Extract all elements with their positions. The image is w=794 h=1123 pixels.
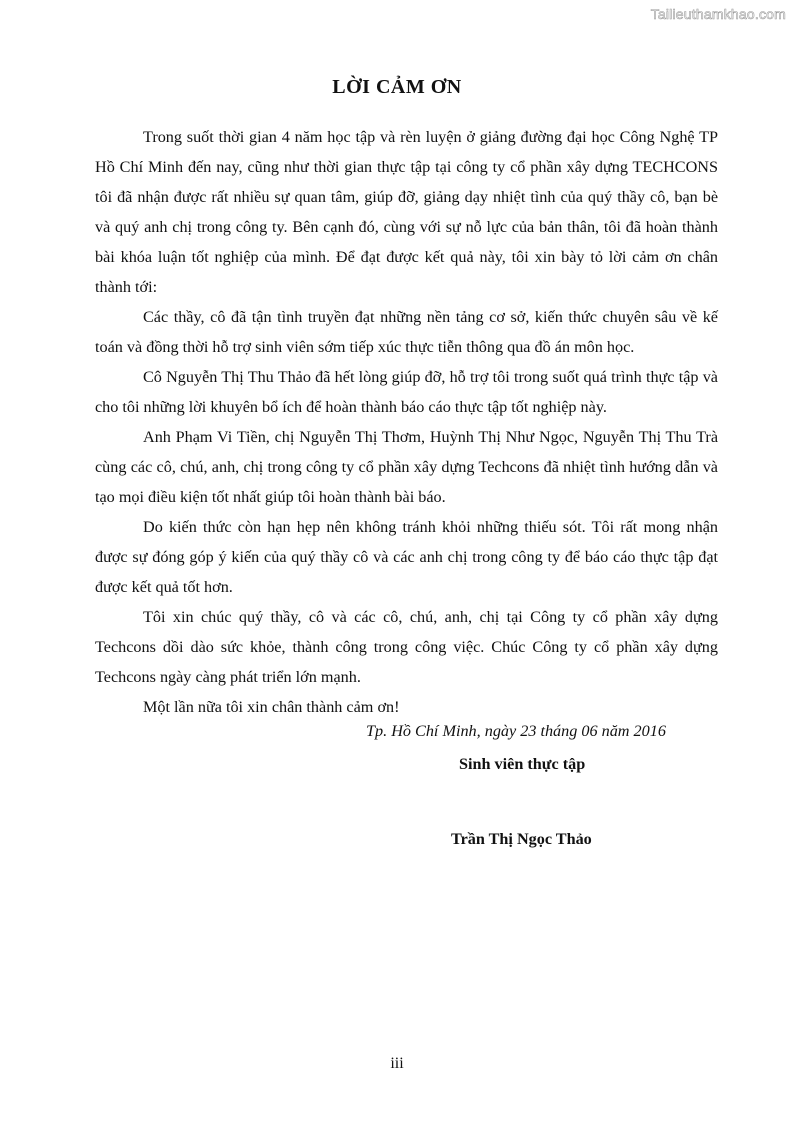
paragraph-teachers: Các thầy, cô đã tận tình truyền đạt những nền tảng cơ sở, kiến thức chuyên sâu về kế toán và đồng thời hỗ trợ sinh viên sớm tiếp xúc thực tiễn thông qua đồ án môn học. xyxy=(95,308,718,356)
page-title: LỜI CẢM ƠN xyxy=(332,76,462,98)
signer-role: Sinh viên thực tập xyxy=(459,755,586,773)
place-date-line: Tp. Hồ Chí Minh, ngày 23 tháng 06 năm 2016 xyxy=(366,722,666,740)
page-number: iii xyxy=(390,1055,404,1072)
paragraph-intro: Trong suốt thời gian 4 năm học tập và rèn luyện ở giảng đường đại học Công Nghệ TP Hồ Chí Minh đến nay, cũng như thời gian thực tập tại công ty cổ phần xây dựng TECHCONS tôi đã nhận được rất nhiều sự quan tâm, giúp đỡ, giảng dạy nhiệt tình của quý thầy cô, bạn bè và quý anh chị trong công ty. Bên cạnh đó, cùng với sự nỗ lực của bản thân, tôi đã hoàn thành bài khóa luận tốt nghiệp của mình. Để đạt được kết quả này, tôi xin bày tỏ lời cảm ơn chân thành tới: xyxy=(95,128,718,296)
signer-name: Trần Thị Ngọc Thảo xyxy=(451,830,592,848)
paragraph-closing: Một lần nữa tôi xin chân thành cảm ơn! xyxy=(143,698,400,716)
paragraph-company-staff: Anh Phạm Vi Tiền, chị Nguyễn Thị Thơm, Huỳnh Thị Như Ngọc, Nguyễn Thị Thu Trà cùng các cô, chú, anh, chị trong công ty cổ phần xây dựng Techcons đã nhiệt tình hướng dẫn và tạo mọi điều kiện tốt nhất giúp tôi hoàn thành bài báo. xyxy=(95,428,718,506)
paragraph-wishes: Tôi xin chúc quý thầy, cô và các cô, chú, anh, chị tại Công ty cổ phần xây dựng Techcons dồi dào sức khỏe, thành công trong công việc. Chúc Công ty cổ phần xây dựng Techcons ngày càng phát triển lớn mạnh. xyxy=(95,608,718,686)
watermark-text: Tailieuthamkhao.com xyxy=(650,6,786,22)
acknowledgement-body xyxy=(95,122,718,722)
paragraph-limitations: Do kiến thức còn hạn hẹp nên không tránh khỏi những thiếu sót. Tôi rất mong nhận được sự đóng góp ý kiến của quý thầy cô và các anh chị trong công ty để báo cáo thực tập đạt được kết quả tốt hơn. xyxy=(95,518,718,596)
paragraph-supervisor: Cô Nguyễn Thị Thu Thảo đã hết lòng giúp đỡ, hỗ trợ tôi trong suốt quá trình thực tập và cho tôi những lời khuyên bổ ích để hoàn thành báo cáo thực tập tốt nghiệp này. xyxy=(95,368,718,416)
